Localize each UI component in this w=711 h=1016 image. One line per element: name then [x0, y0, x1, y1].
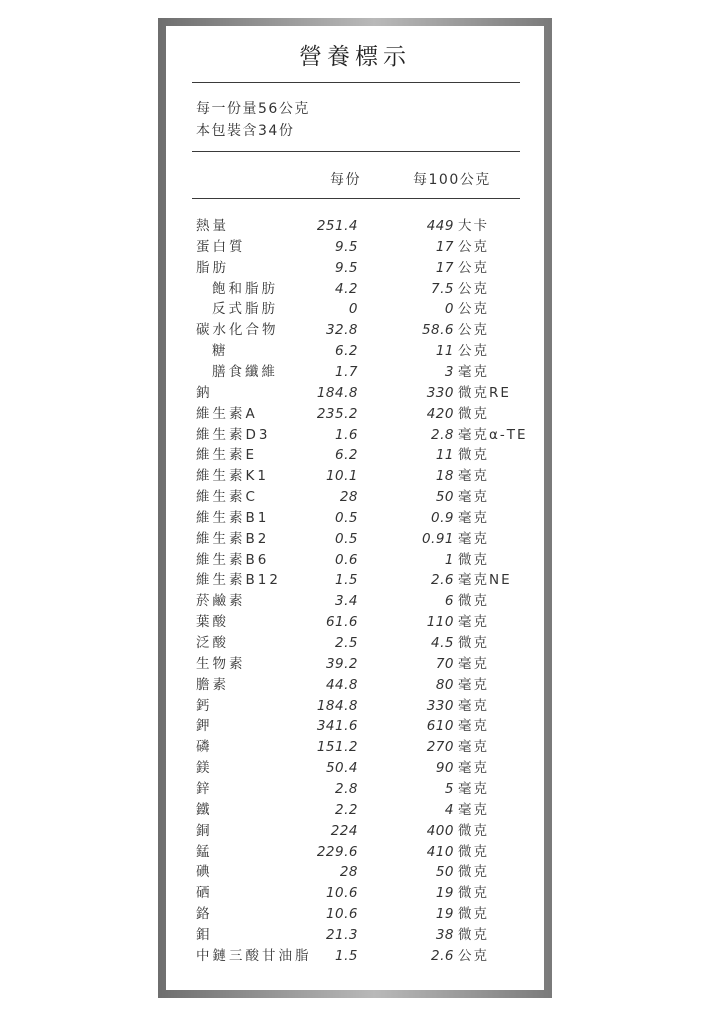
serving-size: 每一份量56公克 [196, 101, 310, 117]
nutrient-row [166, 862, 544, 882]
nutrient-name: 脂肪 [196, 259, 229, 276]
nutrient-unit: 公克 [458, 238, 489, 255]
value-per-serving: 28 [339, 864, 358, 881]
value-per-100g: 4 [444, 801, 454, 818]
nutrient-row [166, 675, 544, 695]
value-per-100g: 0 [444, 301, 454, 318]
nutrient-row [166, 508, 544, 528]
value-per-100g: 38 [435, 926, 454, 943]
nutrient-name: 鈣 [196, 697, 213, 714]
value-per-serving: 6.2 [335, 447, 358, 464]
value-per-serving: 184.8 [316, 384, 358, 401]
nutrient-unit: 公克 [458, 343, 489, 360]
nutrient-row [166, 716, 544, 736]
value-per-100g: 19 [435, 906, 454, 923]
nutrient-unit: 毫克α-TE [458, 426, 528, 443]
nutrient-row [166, 404, 544, 424]
nutrient-unit: 微克 [458, 926, 489, 943]
value-per-100g: 4.5 [431, 635, 454, 651]
value-per-serving: 6.2 [335, 343, 358, 360]
value-per-serving: 32.8 [325, 322, 358, 339]
nutrient-row [166, 320, 544, 340]
value-per-100g: 3 [444, 363, 454, 380]
nutrient-row [166, 445, 544, 465]
value-per-100g: 2.6 [431, 572, 454, 589]
nutrient-row [166, 466, 544, 486]
value-per-100g: 11 [435, 343, 454, 360]
nutrient-name: 蛋白質 [196, 238, 246, 255]
value-per-100g: 50 [435, 864, 454, 881]
nutrient-unit: 大卡 [458, 218, 489, 234]
value-per-100g: 270 [426, 739, 454, 756]
value-per-100g: 449 [426, 218, 454, 234]
nutrient-row [166, 237, 544, 257]
nutrient-unit: 毫克 [458, 614, 489, 631]
nutrient-row [166, 925, 544, 945]
value-per-serving: 61.6 [325, 614, 358, 631]
nutrient-row [166, 737, 544, 757]
nutrient-row [166, 487, 544, 507]
value-per-serving: 44.8 [325, 676, 358, 693]
nutrient-name: 鉻 [196, 906, 213, 923]
nutrient-unit: 毫克 [458, 489, 489, 506]
value-per-100g: 1 [444, 551, 454, 568]
nutrient-row [166, 904, 544, 924]
nutrient-row [166, 258, 544, 278]
column-header-per-serving: 每份 [330, 172, 361, 188]
nutrient-row [166, 279, 544, 299]
value-per-serving: 251.4 [316, 218, 358, 234]
column-header-per-100g: 每100公克 [413, 172, 491, 188]
value-per-serving: 9.5 [335, 238, 358, 255]
nutrient-unit: 公克 [458, 259, 489, 276]
nutrient-name: 鎂 [196, 760, 213, 777]
nutrient-unit: 微克 [458, 405, 489, 422]
value-per-serving: 224 [330, 822, 358, 839]
nutrient-unit: 毫克 [458, 780, 489, 797]
nutrient-unit: 毫克 [458, 718, 489, 735]
servings-per-pack: 本包裝含34份 [196, 123, 295, 139]
nutrient-name: 泛酸 [196, 635, 229, 651]
nutrient-unit: 微克 [458, 593, 489, 610]
value-per-serving: 10.6 [325, 885, 358, 902]
value-per-serving: 39.2 [325, 655, 358, 672]
value-per-serving: 2.8 [335, 780, 358, 797]
nutrient-row [166, 299, 544, 319]
value-per-serving: 2.5 [335, 635, 358, 651]
divider [192, 198, 520, 199]
nutrient-unit: 毫克 [458, 530, 489, 547]
value-per-serving: 0.5 [335, 509, 358, 526]
nutrient-unit: 毫克NE [458, 572, 512, 589]
value-per-100g: 330 [426, 384, 454, 401]
value-per-serving: 3.4 [335, 593, 358, 610]
nutrient-name: 維生素A [196, 405, 258, 422]
value-per-100g: 58.6 [421, 322, 454, 339]
nutrient-name: 膽素 [196, 676, 229, 693]
value-per-serving: 341.6 [316, 718, 358, 735]
nutrient-name: 中鏈三酸甘油脂 [196, 947, 312, 964]
nutrient-unit: 毫克 [458, 676, 489, 693]
nutrient-name: 鋅 [196, 780, 213, 797]
nutrient-name: 菸鹼素 [196, 593, 246, 610]
label-title: 營養標示 [299, 44, 411, 70]
nutrient-name: 鐵 [196, 801, 213, 818]
nutrient-row [166, 591, 544, 611]
nutrient-name: 反式脂肪 [212, 301, 278, 318]
value-per-serving: 28 [339, 489, 358, 506]
nutrient-name: 錳 [196, 843, 213, 860]
value-per-100g: 7.5 [431, 280, 454, 297]
nutrient-row [166, 758, 544, 778]
nutrient-unit: 微克 [458, 843, 489, 860]
value-per-serving: 0.6 [335, 551, 358, 568]
nutrient-unit: 微克 [458, 447, 489, 464]
nutrient-row [166, 550, 544, 570]
nutrient-unit: 微克 [458, 885, 489, 902]
nutrient-row [166, 529, 544, 549]
value-per-serving: 50.4 [325, 760, 358, 777]
nutrient-name: 生物素 [196, 655, 246, 672]
nutrient-unit: 公克 [458, 322, 489, 339]
nutrient-name: 維生素B6 [196, 551, 270, 568]
nutrient-row [166, 341, 544, 361]
value-per-100g: 5 [444, 780, 454, 797]
nutrient-name: 銅 [196, 822, 213, 839]
nutrient-unit: 毫克 [458, 655, 489, 672]
value-per-100g: 2.8 [431, 426, 454, 443]
value-per-serving: 10.1 [325, 468, 358, 485]
nutrient-name: 膳食纖維 [212, 363, 278, 380]
nutrient-row [166, 821, 544, 841]
nutrient-name: 鉬 [196, 926, 213, 943]
nutrient-name: 碘 [196, 864, 213, 881]
nutrient-name: 熱量 [196, 218, 229, 234]
value-per-100g: 90 [435, 760, 454, 777]
value-per-serving: 10.6 [325, 906, 358, 923]
nutrient-unit: 毫克 [458, 760, 489, 777]
nutrient-row [166, 425, 544, 445]
value-per-serving: 2.2 [335, 801, 358, 818]
nutrient-name: 維生素B1 [196, 509, 270, 526]
value-per-serving: 1.5 [335, 947, 358, 964]
nutrient-unit: 毫克 [458, 697, 489, 714]
value-per-100g: 610 [426, 718, 454, 735]
value-per-100g: 2.6 [431, 947, 454, 964]
value-per-serving: 1.7 [335, 363, 358, 380]
nutrient-unit: 毫克 [458, 739, 489, 756]
nutrient-unit: 毫克 [458, 509, 489, 526]
nutrient-name: 維生素D3 [196, 426, 271, 443]
value-per-100g: 70 [435, 655, 454, 672]
value-per-serving: 1.6 [335, 426, 358, 443]
nutrient-unit: 微克RE [458, 384, 511, 401]
value-per-100g: 110 [426, 614, 454, 631]
value-per-100g: 17 [435, 238, 454, 255]
nutrient-name: 碳水化合物 [196, 322, 279, 339]
value-per-serving: 184.8 [316, 697, 358, 714]
value-per-serving: 1.5 [335, 572, 358, 589]
nutrient-unit: 公克 [458, 301, 489, 318]
value-per-serving: 235.2 [316, 405, 358, 422]
value-per-100g: 80 [435, 676, 454, 693]
value-per-100g: 11 [435, 447, 454, 464]
nutrient-row [166, 842, 544, 862]
nutrient-row [166, 883, 544, 903]
nutrient-row [166, 696, 544, 716]
nutrient-name: 維生素K1 [196, 468, 269, 485]
nutrient-name: 磷 [196, 739, 213, 756]
nutrient-row [166, 216, 544, 236]
value-per-100g: 17 [435, 259, 454, 276]
nutrient-row [166, 362, 544, 382]
nutrient-unit: 公克 [458, 947, 489, 964]
value-per-100g: 400 [426, 822, 454, 839]
nutrient-name: 鉀 [196, 718, 213, 735]
nutrient-name: 維生素B2 [196, 530, 270, 547]
nutrient-name: 葉酸 [196, 614, 229, 631]
nutrient-name: 維生素E [196, 447, 258, 464]
divider [192, 82, 520, 83]
nutrient-row [166, 946, 544, 966]
nutrient-unit: 微克 [458, 822, 489, 839]
nutrient-unit: 毫克 [458, 801, 489, 818]
nutrient-row [166, 654, 544, 674]
value-per-serving: 151.2 [316, 739, 358, 756]
value-per-100g: 50 [435, 489, 454, 506]
nutrient-row [166, 800, 544, 820]
nutrition-label [166, 26, 544, 990]
nutrient-row [166, 779, 544, 799]
nutrient-row [166, 570, 544, 590]
nutrient-name: 硒 [196, 885, 213, 902]
value-per-serving: 21.3 [325, 926, 358, 943]
nutrient-name: 糖 [212, 343, 229, 360]
nutrient-unit: 微克 [458, 635, 489, 651]
nutrient-unit: 微克 [458, 906, 489, 923]
value-per-serving: 9.5 [335, 259, 358, 276]
nutrient-unit: 毫克 [458, 468, 489, 485]
nutrient-unit: 毫克 [458, 363, 489, 380]
nutrient-unit: 公克 [458, 280, 489, 297]
value-per-serving: 0 [348, 301, 358, 318]
nutrient-unit: 微克 [458, 864, 489, 881]
value-per-serving: 4.2 [335, 280, 358, 297]
nutrient-unit: 微克 [458, 551, 489, 568]
nutrient-row [166, 383, 544, 403]
value-per-100g: 19 [435, 885, 454, 902]
value-per-100g: 420 [426, 405, 454, 422]
value-per-100g: 18 [435, 468, 454, 485]
value-per-100g: 6 [444, 593, 454, 610]
nutrient-name: 鈉 [196, 384, 213, 401]
value-per-100g: 0.91 [421, 530, 454, 547]
divider [192, 151, 520, 152]
nutrient-row [166, 612, 544, 632]
nutrient-name: 維生素C [196, 489, 258, 506]
nutrient-row [166, 633, 544, 653]
value-per-100g: 0.9 [431, 509, 454, 526]
value-per-100g: 330 [426, 697, 454, 714]
nutrient-name: 飽和脂肪 [212, 280, 278, 297]
value-per-serving: 229.6 [316, 843, 358, 860]
value-per-serving: 0.5 [335, 530, 358, 547]
nutrient-name: 維生素B12 [196, 572, 281, 589]
value-per-100g: 410 [426, 843, 454, 860]
